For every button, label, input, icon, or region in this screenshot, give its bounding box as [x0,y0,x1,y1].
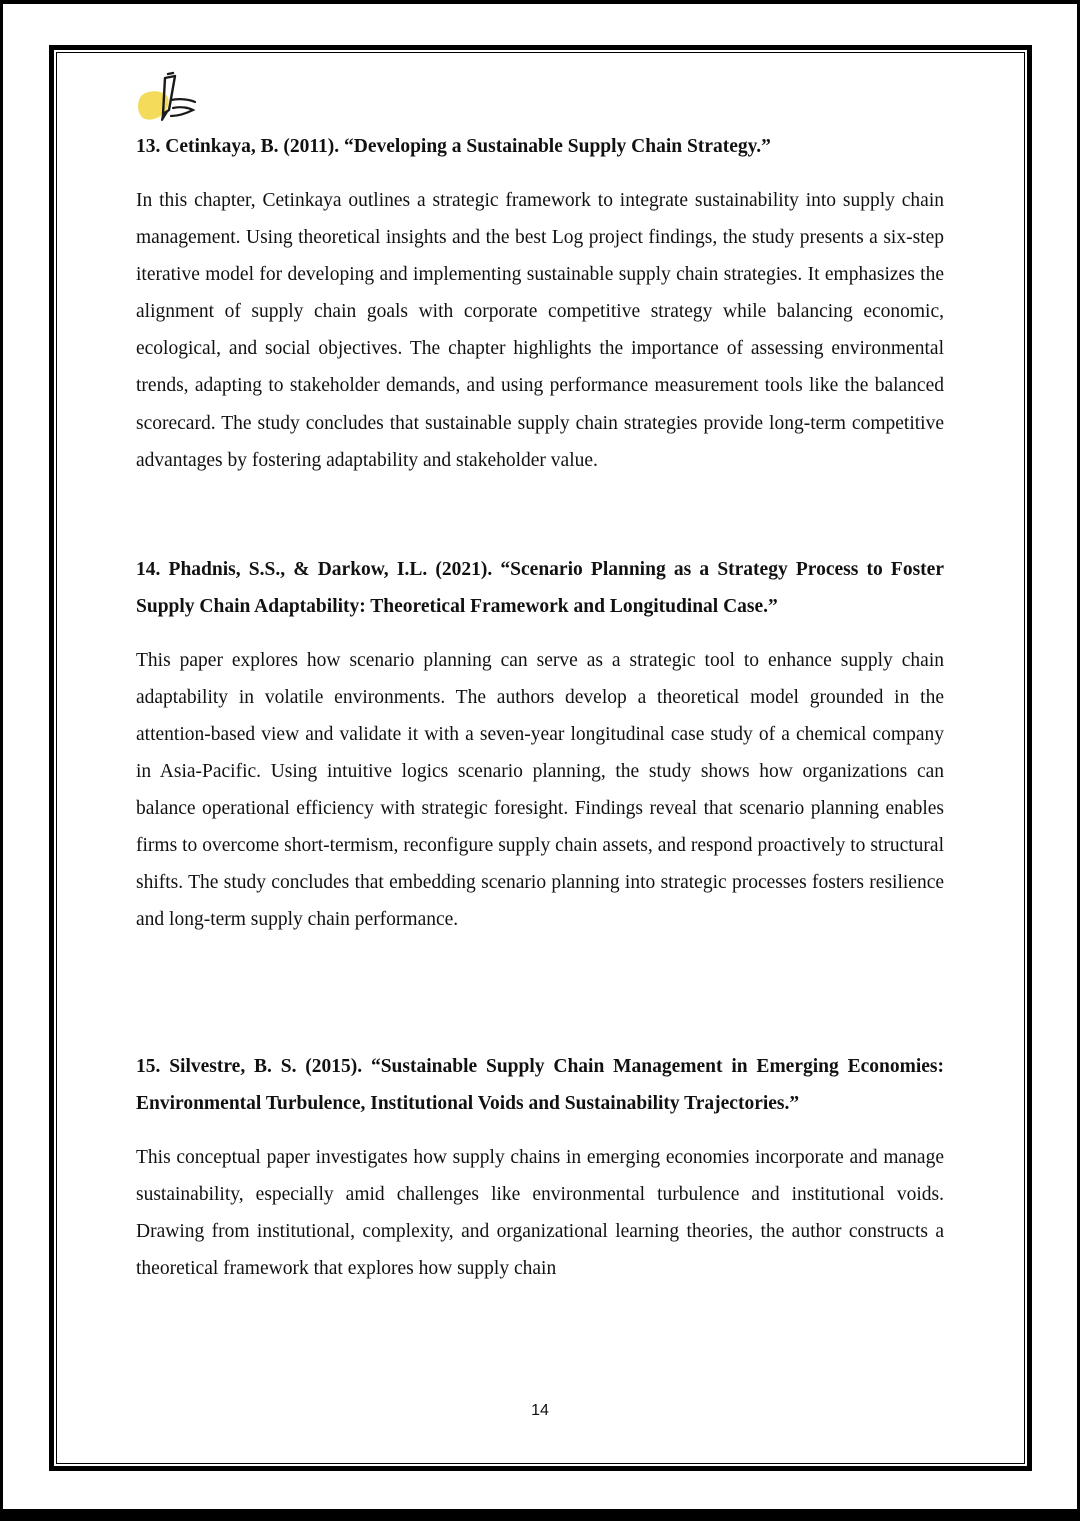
page-number: 14 [531,1402,549,1419]
reference-summary-13: In this chapter, Cetinkaya outlines a strategic framework to integrate sustainability into supply chain management. Using theoretical insights and the best Log project findings, the study presents a six-step iterative model for developing and implementing sustainable supply chain strategies. It emphasizes the alignment of supply chain goals with corporate competitive strategy while balancing economic, ecological, and social objectives. The chapter highlights the importance of assessing environmental trends, adapting to stakeholder demands, and using performance measurement tools like the balanced scorecard. The study concludes that sustainable supply chain strategies provide long-term competitive advantages by fostering adaptability and stakeholder value. [136,190,944,471]
scan-border-bottom [0,1509,1080,1521]
scan-border-top [0,0,1080,4]
reference-summary-15: This conceptual paper investigates how supply chains in emerging economies incorporate and manage sustainability, especially amid challenges like environmental turbulence and institutional voids. Drawing from institutional, complexity, and organizational learning theories, the author constructs a theoretical framework that explores how supply chain [136,1146,944,1279]
reference-heading-13: 13. Cetinkaya, B. (2011). “Developing a Sustainable Supply Chain Strategy.” [136,136,771,157]
reference-heading-14: 14. Phadnis, S.S., & Darkow, I.L. (2021). “Scenario Planning as a Strategy Process to Foster Supply Chain Adaptability: Theoretical Framework and Longitudinal Case.” [136,558,944,617]
reference-summary-14: This paper explores how scenario planning can serve as a strategic tool to enhance supply chain adaptability in volatile environments. The authors develop a theoretical model grounded in the attention-based view and validate it with a seven-year longitudinal case study of a chemical company in Asia-Pacific. Using intuitive logics scenario planning, the study shows how organizations can balance operational efficiency with strategic foresight. Findings reveal that scenario planning enables firms to overcome short-termism, reconfigure supply chain assets, and respond proactively to structural shifts. The study concludes that embedding scenario planning into strategic processes fosters resilience and long-term supply chain performance. [136,649,944,931]
reference-heading-15: 15. Silvestre, B. S. (2015). “Sustainable Supply Chain Management in Emerging Economies: Environmental Turbulence, Institutional Voids and Sustainability Trajectories.” [136,1055,944,1114]
document-body [136,128,944,1287]
scan-border-left [0,0,3,1521]
pen-logo-icon [135,70,205,132]
